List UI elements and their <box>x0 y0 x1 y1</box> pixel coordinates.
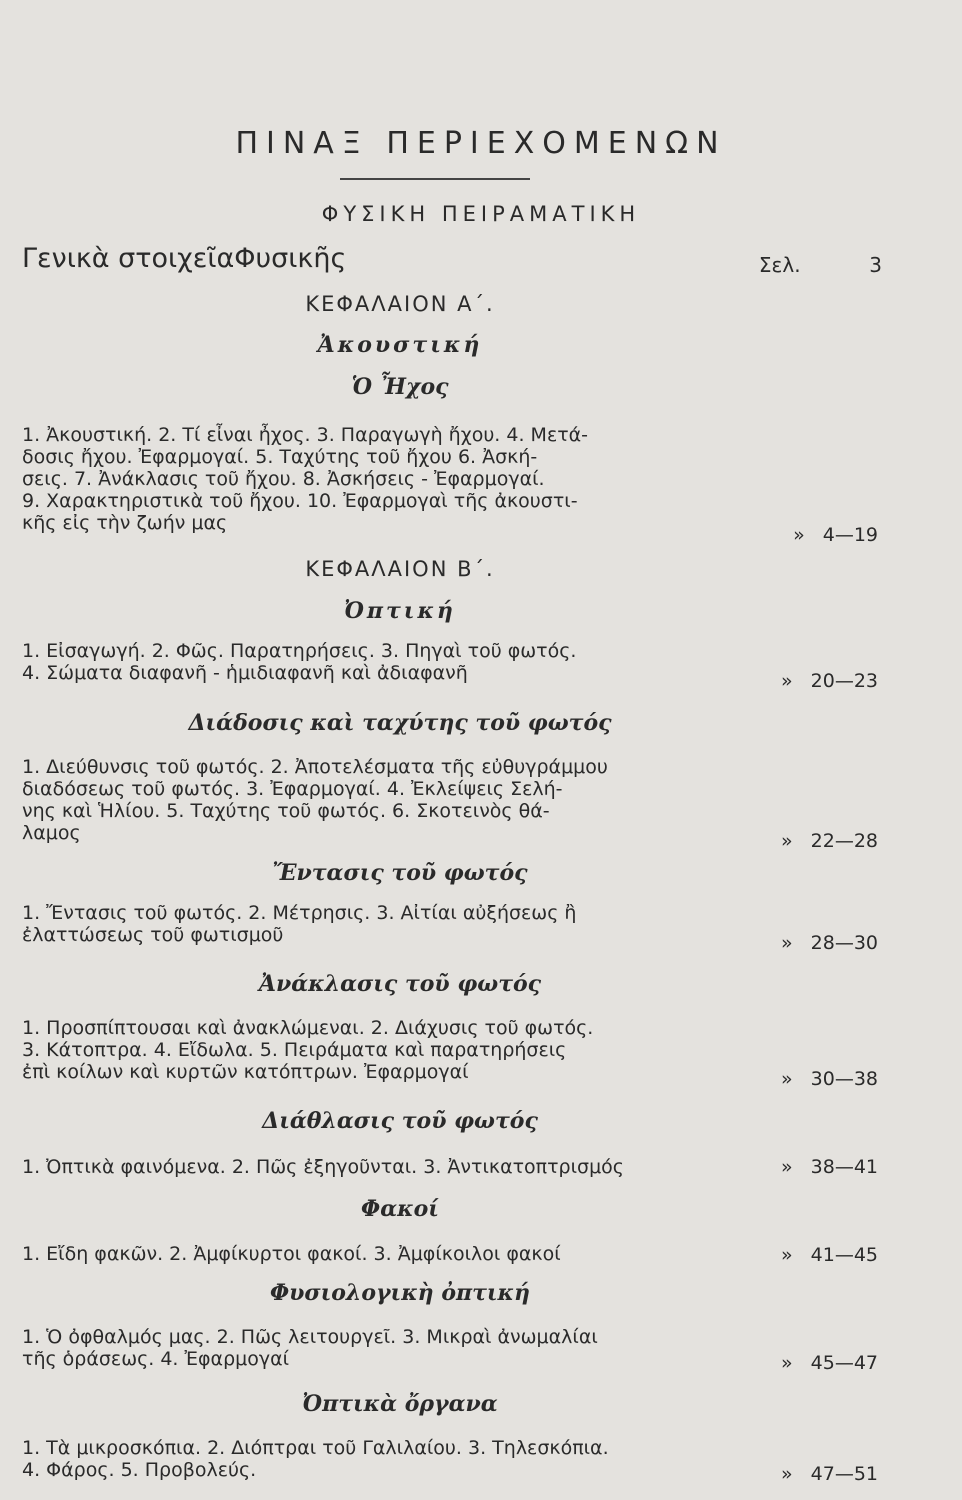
entry-line: ἐλαττώσεως τοῦ φωτισμοῦ <box>22 924 284 946</box>
entry-line: ἐπὶ κοίλων καὶ κυρτῶν κατόπτρων. Ἐφαρμογαί <box>22 1061 469 1083</box>
entry-line: 1. Ἔντασις τοῦ φωτός. 2. Μέτρησις. 3. Αἰτίαι αὐξήσεως ἢ <box>22 902 577 924</box>
pages: 4—19 <box>822 524 878 546</box>
section-entry <box>22 1156 772 1178</box>
entry-line: 3. Κάτοπτρα. 4. Εἴδωλα. 5. Πειράματα καὶ παρατηρήσεις <box>22 1039 567 1061</box>
pages: 30—38 <box>810 1068 878 1090</box>
page-range <box>738 1068 878 1090</box>
chapter-part-title: Ἀκουστική <box>317 332 483 358</box>
section-entry <box>22 1326 772 1370</box>
page-label: Σελ. <box>758 253 801 277</box>
entry-line: 4. Σώματα διαφανῆ - ἡμιδιαφανῆ καὶ ἀδιαφανῆ <box>22 662 468 684</box>
chapter-part-title: Ὀπτική <box>344 598 456 624</box>
ditto-mark: » <box>781 932 793 954</box>
entry-line: δοσις ἤχου. Ἐφαρμογαί. 5. Ταχύτης τοῦ ἤχου 6. Ἀσκή- <box>22 446 538 468</box>
ditto-mark: » <box>781 1352 793 1374</box>
entry-line: 1. Τὰ μικροσκόπια. 2. Διόπτραι τοῦ Γαλιλαίου. 3. Τηλεσκόπια. <box>22 1437 609 1459</box>
entry-line: 1. Διεύθυνσις τοῦ φωτός. 2. Ἀποτελέσματα τῆς εὐθυγράμμου <box>22 756 608 778</box>
page-range <box>738 830 878 852</box>
section-title: Ἀνάκλασις τοῦ φωτός <box>258 971 542 997</box>
page-range <box>738 1244 878 1266</box>
entry-line: λαμος <box>22 822 81 844</box>
page-range <box>738 1156 878 1178</box>
section-title: Διάθλασις τοῦ φωτός <box>262 1108 538 1134</box>
ditto-mark: » <box>793 524 805 546</box>
ditto-mark: » <box>781 1156 793 1178</box>
section-title: Ὁ Ἦχος <box>351 374 449 400</box>
entry-line: 1. Εἴδη φακῶν. 2. Ἀμφίκυρτοι φακοί. 3. Ἀμφίκοιλοι φακοί <box>22 1243 561 1265</box>
pages: 20—23 <box>810 670 878 692</box>
entry-line: 1. Εἰσαγωγή. 2. Φῶς. Παρατηρήσεις. 3. Πηγαὶ τοῦ φωτός. <box>22 640 577 662</box>
entry-line: τῆς ὁράσεως. 4. Ἐφαρμογαί <box>22 1348 290 1370</box>
pages: 22—28 <box>810 830 878 852</box>
entry-line: 1. Προσπίπτουσαι καὶ ἀνακλώμεναι. 2. Διάχυσις τοῦ φωτός. <box>22 1017 594 1039</box>
section-title: Ὀπτικὰ ὄργανα <box>302 1391 498 1417</box>
entry-line: 1. Ὁ ὀφθαλμός μας. 2. Πῶς λειτουργεῖ. 3. Μικραὶ ἀνωμαλίαι <box>22 1326 598 1348</box>
entry-line: 4. Φάρος. 5. Προβολεύς. <box>22 1459 257 1481</box>
section-entry <box>22 902 772 946</box>
pages: 41—45 <box>810 1244 878 1266</box>
entry-line: νης καὶ Ἡλίου. 5. Ταχύτης τοῦ φωτός. 6. Σκοτεινὸς θά- <box>22 800 550 822</box>
section-entry <box>22 1243 772 1265</box>
page-range <box>738 932 878 954</box>
pages: 38—41 <box>810 1156 878 1178</box>
ditto-mark: » <box>781 1244 793 1266</box>
section-entry <box>22 756 772 844</box>
ditto-mark: » <box>781 1463 793 1485</box>
chapter-heading: ΚΕΦΑΛΑΙΟΝ Α΄. <box>305 292 495 316</box>
section-entry <box>22 640 772 684</box>
entry-line: διαδόσεως τοῦ φωτός. 3. Ἐφαρμογαί. 4. Ἐκλείψεις Σελή- <box>22 778 563 800</box>
page-range <box>738 1463 878 1485</box>
page-number: 3 <box>869 253 882 277</box>
chapter-heading: ΚΕΦΑΛΑΙΟΝ Β΄. <box>305 557 495 581</box>
entry-line: 1. Ὀπτικὰ φαινόμενα. 2. Πῶς ἐξηγοῦνται. 3. Ἀντικατοπτρισμός <box>22 1156 624 1178</box>
section-title: Ἔντασις τοῦ φωτός <box>272 860 528 886</box>
subtitle: ΦΥΣΙΚΗ ΠΕΙΡΑΜΑΤΙΚΗ <box>321 202 641 226</box>
section-title: Διάδοσις καὶ ταχύτης τοῦ φωτός <box>188 710 612 736</box>
entry-line: 1. Ἀκουστική. 2. Τί εἶναι ἦχος. 3. Παραγωγὴ ἤχου. 4. Μετά- <box>22 424 589 446</box>
section-title: Φυσιολογικὴ ὀπτική <box>269 1280 531 1306</box>
general-heading: Γενικὰ στοιχεῖαΦυσικῆς <box>22 243 347 274</box>
page-title: ΠΙΝΑΞ ΠΕΡΙΕΧΟΜΕΝΩΝ <box>235 126 727 161</box>
ditto-mark: » <box>781 1068 793 1090</box>
entry-line: σεις. 7. Ἀνάκλασις τοῦ ἤχου. 8. Ἀσκήσεις - Ἐφαρμογαί. <box>22 468 545 490</box>
general-page <box>759 253 882 277</box>
entry-line: κῆς εἰς τὴν ζωήν μας <box>22 512 228 534</box>
section-entry <box>22 1017 772 1083</box>
section-title: Φακοί <box>361 1196 439 1222</box>
pages: 47—51 <box>810 1463 878 1485</box>
title-rule <box>340 178 530 180</box>
pages: 45—47 <box>810 1352 878 1374</box>
entry-line: 9. Χαρακτηριστικὰ τοῦ ἤχου. 10. Ἐφαρμογαὶ τῆς ἀκουστι- <box>22 490 578 512</box>
section-entry <box>22 424 772 534</box>
page-range <box>738 524 878 546</box>
ditto-mark: » <box>781 670 793 692</box>
ditto-mark: » <box>781 830 793 852</box>
page-range <box>738 1352 878 1374</box>
pages: 28—30 <box>810 932 878 954</box>
section-entry <box>22 1437 772 1481</box>
page-range <box>738 670 878 692</box>
